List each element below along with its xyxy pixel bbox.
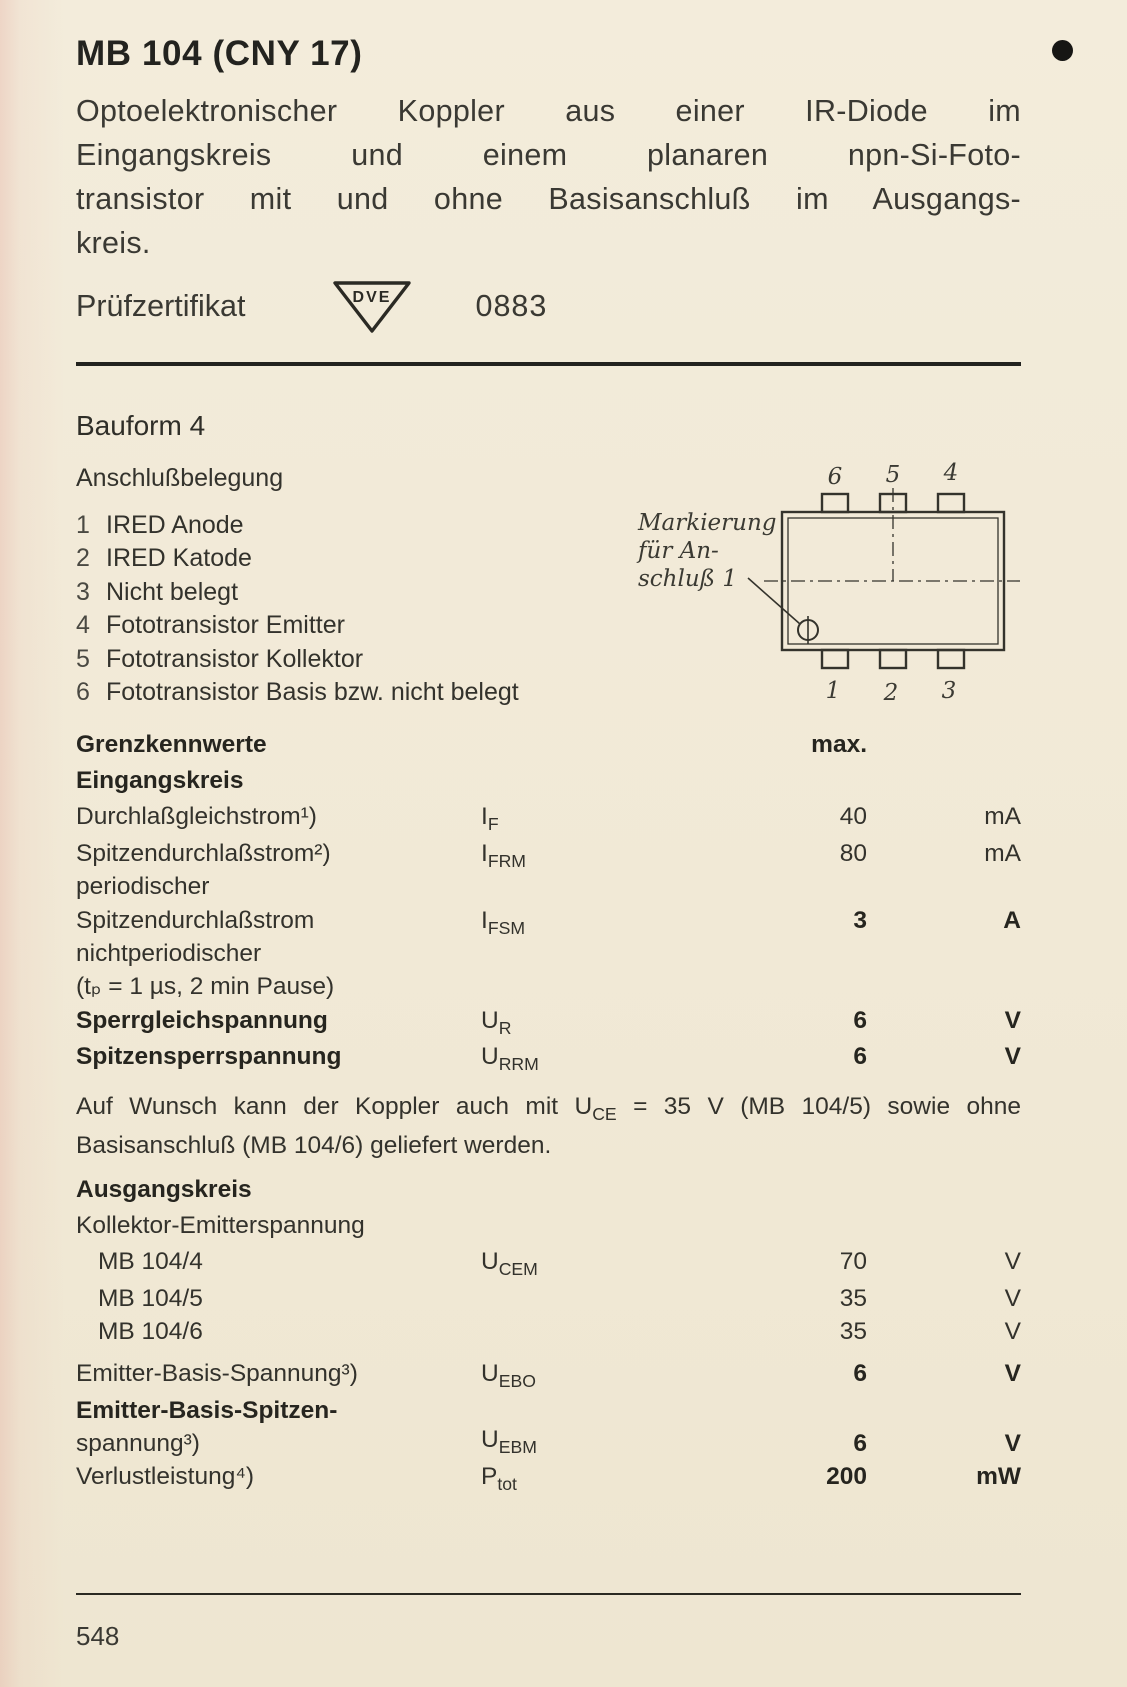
pinout-section [76,459,1097,715]
limits-heading: Grenzkennwerte [76,730,267,758]
param-value: 35 [839,1285,867,1313]
param-unit: V [1004,1285,1021,1313]
diagram-column [636,458,1028,715]
symbol-base: P [481,1463,498,1491]
pin-label: IRED Katode [106,544,252,573]
table-row [76,1245,1021,1282]
intro-line: kreis. [76,225,151,260]
param-value: 6 [853,1006,867,1034]
param-symbol [481,1245,666,1282]
note-sub: CE [592,1104,617,1125]
param-unit: V [1004,1006,1021,1034]
param-unit: V [1004,1429,1021,1457]
param-value: 80 [839,840,867,867]
param-name-cont: spannung³) [76,1429,200,1457]
param-symbol [481,1460,666,1497]
corner-dot [1052,40,1073,61]
page-number: 548 [76,1621,120,1652]
param-unit: V [1004,1248,1021,1276]
package-pin [938,494,964,512]
param-name: Emitter-Basis-Spitzen- [76,1396,338,1424]
table-row [76,904,1021,1004]
param-symbol [481,837,666,874]
vde-logo-icon [328,276,416,338]
bottom-rule [76,1593,1021,1595]
intro-line: Optoelektronischer Koppler aus einer IR-Diode im [76,94,1021,128]
vde-letters: DVE [352,288,391,306]
symbol-sub: EBM [498,1437,537,1458]
param-value: 200 [826,1463,867,1491]
param-name-cont: nichtperiodischer [76,939,262,967]
param-symbol [481,1423,666,1460]
pin-list [76,509,636,710]
table-row [76,1394,1021,1461]
note-text [76,1089,1021,1163]
param-value: 40 [839,803,867,831]
symbol-base: I [481,840,488,867]
intro-line: transistor mit und ohne Basisanschluß im Ausgangs- [76,181,1021,216]
symbol-sub: EBO [498,1370,536,1391]
param-value: 35 [839,1318,867,1346]
limits-table [76,727,1021,1497]
table-header [76,727,1021,764]
table-row [76,1004,1021,1041]
param-value: 3 [853,906,867,934]
table-row [76,1460,1021,1497]
param-name: Spitzendurchlaßstrom [76,906,315,934]
pin-item [76,643,636,677]
symbol-sub: F [487,814,499,835]
param-value: 6 [853,1359,867,1387]
symbol-base: I [481,906,488,934]
intro-paragraph [76,90,1021,266]
pin-label: IRED Anode [106,510,244,539]
pin-item [76,542,636,576]
param-symbol [481,800,666,837]
top-pin-number: 5 [885,461,901,488]
symbol-base: U [481,1006,499,1034]
symbol-sub: CEM [498,1259,538,1280]
marking-label: schluß 1 [638,565,737,592]
table-row [76,1040,1021,1077]
bottom-pin-number: 3 [941,677,957,704]
divider-rule [76,362,1021,366]
param-unit: V [1004,1318,1021,1346]
intro-line: Eingangskreis und einem planaren npn-Si-Foto- [76,137,1021,172]
param-unit: mA [984,803,1021,831]
pin-number: 3 [76,577,90,606]
pin-label: Fototransistor Basis bzw. nicht belegt [106,678,519,707]
param-name-cont: periodischer [76,873,210,901]
symbol-sub: FRM [487,850,526,871]
pinout-column [76,464,636,715]
marking-leader-line [748,578,800,624]
max-label: max. [811,730,867,758]
pin-item [76,509,636,543]
param-unit: mW [976,1463,1021,1491]
certificate-number: 0883 [475,289,548,324]
param-name-cont: (tₚ = 1 µs, 2 min Pause) [76,973,335,1001]
top-pin-number: 6 [827,463,843,490]
pin-label: Fototransistor Emitter [106,611,345,640]
param-name: Emitter-Basis-Spannung³) [76,1359,358,1387]
param-unit: V [1004,1043,1021,1071]
pin-item [76,576,636,610]
package-pin [822,650,848,668]
pin-number: 6 [76,678,90,707]
param-value: 6 [853,1043,867,1071]
page-title: MB 104 (CNY 17) [76,34,363,73]
pin-number: 2 [76,544,90,573]
pin-number: 4 [76,611,90,640]
pin-item [76,676,636,710]
pinout-heading: Anschlußbelegung [76,463,284,492]
param-symbol [481,1040,666,1077]
param-name: Durchlaßgleichstrom¹) [76,803,317,831]
marking-label: Markierung [638,509,777,536]
top-pin-number: 4 [943,459,959,486]
table-row [76,837,1021,904]
param-name: Sperrgleichspannung [76,1006,328,1034]
symbol-sub: tot [497,1474,517,1495]
table-row [76,800,1021,837]
param-value: 70 [839,1248,867,1276]
pin-number: 5 [76,644,90,673]
certificate-label: Prüfzertifikat [76,289,246,324]
param-symbol [481,904,666,941]
package-pin [938,650,964,668]
param-unit: mA [984,840,1021,867]
param-name: MB 104/6 [98,1318,203,1346]
certificate-row [76,276,1021,338]
symbol-base: U [481,1426,499,1454]
note-part: Auf Wunsch kann der Koppler auch mit U [76,1093,593,1121]
symbol-base: U [481,1248,499,1276]
param-unit: V [1004,1359,1021,1387]
pin-label: Nicht belegt [106,577,239,606]
param-value: 6 [853,1429,867,1457]
param-name: MB 104/4 [98,1248,203,1276]
package-pin [822,494,848,512]
symbol-base: U [481,1043,499,1071]
param-name: Verlustleistung⁴) [76,1463,255,1491]
note-part: = 35 V (MB 104/5) sowie ohne Basisanschluß (MB 104/6) geliefert werden. [76,1093,1021,1159]
symbol-base: I [481,803,488,831]
table-row [76,1357,1021,1394]
param-name: MB 104/5 [98,1285,203,1313]
symbol-sub: R [498,1017,512,1038]
param-name: Spitzendurchlaßstrom²) [76,840,331,867]
section-heading-input: Eingangskreis [76,767,244,795]
bottom-pin-number: 2 [883,679,899,706]
bauform-heading: Bauform 4 [76,409,206,441]
pin-item [76,609,636,643]
table-row [76,1282,1021,1315]
package-pin [880,650,906,668]
param-unit: A [1003,906,1021,934]
package-diagram [636,458,1028,710]
symbol-sub: RRM [498,1054,539,1075]
marking-label: für An- [638,537,719,564]
param-name: Spitzensperrspannung [76,1043,342,1071]
pin-number: 1 [76,510,90,539]
symbol-base: U [481,1359,499,1387]
symbol-sub: FSM [487,917,526,938]
table-row [76,1315,1021,1348]
bottom-pin-number: 1 [825,677,841,704]
param-symbol [481,1004,666,1041]
pin-label: Fototransistor Kollektor [106,644,364,673]
group-label: Kollektor-Emitterspannung [76,1212,365,1240]
section-heading-output: Ausgangskreis [76,1175,252,1203]
param-symbol [481,1357,666,1394]
